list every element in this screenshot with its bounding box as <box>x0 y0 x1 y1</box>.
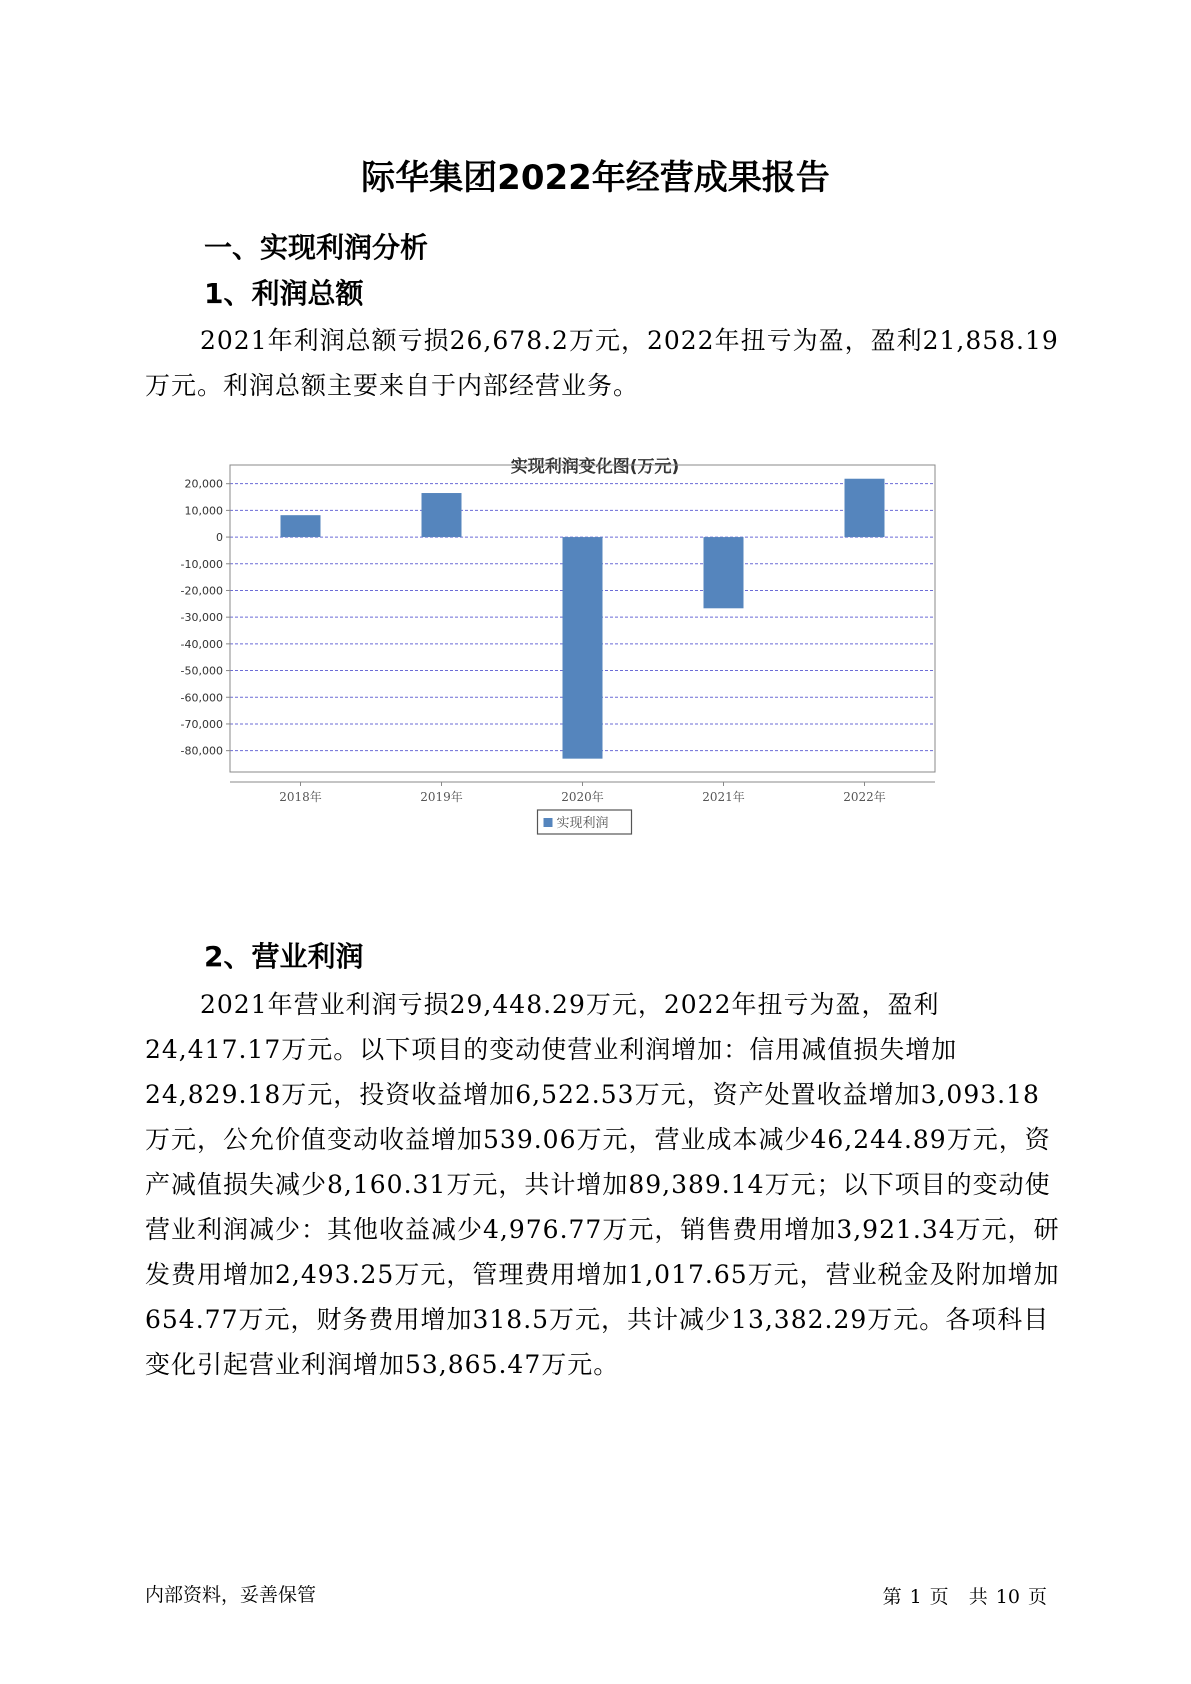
y-tick-label: -10,000 <box>180 557 223 571</box>
x-tick-label: 2019年 <box>420 790 463 804</box>
profit-bar-chart <box>150 450 1020 910</box>
y-tick-label: -50,000 <box>180 664 223 678</box>
y-tick-label: -60,000 <box>180 691 223 705</box>
document-title: 际华集团2022年经营成果报告 <box>361 158 830 198</box>
y-tick-label: -40,000 <box>180 637 223 651</box>
paragraph-operating-profit: 2021年营业利润亏损29,448.29万元，2022年扭亏为盈，盈利24,417.17万元。以下项目的变动使营业利润增加：信用减值损失增加24,829.18万元，投资收益增加6,522.53万元，资产处置收益增加3,093.18万元，公允价值变动收益增加539.06万元，营业成本减少46,244.89万元，资产减值损失减少8,160.31万元，共计增加89,389.14万元；以下项目的变动使营业利润减少：其他收益减少4,976.77万元，销售费用增加3,921.34万元，研发费用增加2,493.25万元，管理费用增加1,017.65万元，营业税金及附加增加654.77万元，财务费用增加318.5万元，共计减少13,382.29万元。各项科目变化引起营业利润增加53,865.47万元。 <box>145 990 1060 1379</box>
chart-title: 实现利润变化图(万元) <box>510 457 680 477</box>
total-unit: 页 <box>1027 1586 1047 1608</box>
y-tick-label: -20,000 <box>180 584 223 598</box>
y-tick-label: 10,000 <box>184 504 223 518</box>
chart-bars <box>281 479 885 759</box>
legend-swatch <box>544 818 553 827</box>
profit-chart <box>150 450 1020 910</box>
bar-2019年 <box>422 493 462 537</box>
page-unit: 页 <box>929 1586 949 1608</box>
bar-2022年 <box>845 479 885 537</box>
y-tick-label: 20,000 <box>184 477 223 491</box>
subsection-heading-profit-total: 1、利润总额 <box>204 277 364 310</box>
paragraph-profit-total: 2021年利润总额亏损26,678.2万元，2022年扭亏为盈，盈利21,858.19万元。利润总额主要来自于内部经营业务。 <box>145 326 1059 400</box>
x-tick-label: 2022年 <box>843 790 886 804</box>
x-tick-label: 2020年 <box>561 790 604 804</box>
x-tick-label: 2021年 <box>702 790 745 804</box>
total-prefix: 共 <box>968 1586 988 1608</box>
bar-2018年 <box>281 515 321 537</box>
y-tick-label: 0 <box>216 531 223 545</box>
chart-x-ticks <box>279 782 886 804</box>
x-tick-label: 2018年 <box>279 790 322 804</box>
page-number: 1 <box>909 1586 922 1608</box>
chart-legend <box>538 810 632 834</box>
y-tick-label: -80,000 <box>180 744 223 758</box>
bar-2021年 <box>704 537 744 608</box>
subsection-heading-operating-profit: 2、营业利润 <box>204 940 364 973</box>
chart-y-ticks <box>181 478 230 758</box>
bar-2020年 <box>563 537 603 759</box>
y-tick-label: -70,000 <box>180 717 223 731</box>
total-pages: 10 <box>995 1586 1020 1608</box>
legend-label: 实现利润 <box>556 816 609 831</box>
y-tick-label: -30,000 <box>180 611 223 625</box>
footer-page-indicator <box>879 1582 1051 1609</box>
footer-confidential-note: 内部资料，妥善保管 <box>145 1584 317 1606</box>
page-prefix: 第 <box>882 1586 902 1608</box>
section-heading: 一、实现利润分析 <box>204 231 429 264</box>
